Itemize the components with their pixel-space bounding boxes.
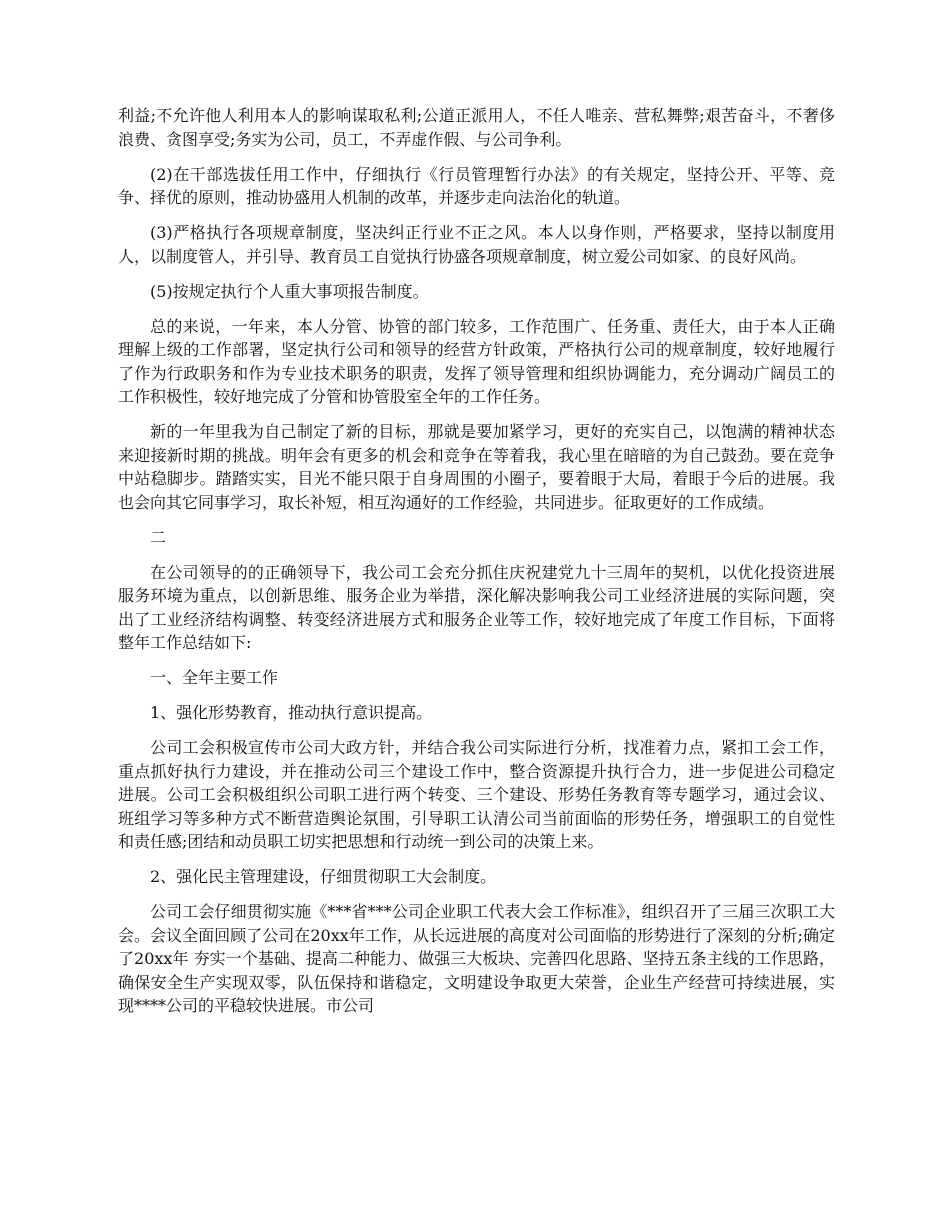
heading-main-work: 一、全年主要工作 [150,668,279,687]
section-heading-two: 二 [150,527,167,547]
paragraph-item-3: (3)严格执行各项规章制度，坚决纠正行业不正之风。本人以身作则，严格要求，坚持以制度用人，以制度管人，并引导、教育员工自觉执行协盛各项规章制度，树立爱公司如家、的良好风尚。 [118,223,835,266]
heading-point-1: 1、强化形势教育，推动执行意识提高。 [150,703,433,722]
paragraph-point-2-body: 公司工会仔细贯彻实施《***省***公司企业职工代表大会工作标准》，组织召开了三届三次职工大会。会议全面回顾了公司在20xx年工作，从长远进展的高度对公司面临的形势进行了深刻的分析;确定了20xx年 夯实一个基础、提高二种能力、做强三大板块、完善四化思路、坚持五条主线的工作思路，确保安全生产实现双零，队伍保持和谐稳定，文明建设争取更大荣誉，企业生产经营可持续进展，实现****公司的平稳较快进展。市公司 [118,902,835,1015]
paragraph-summary: 总的来说，一年来，本人分管、协管的部门较多，工作范围广、任务重、责任大，由于本人正确理解上级的工作部署，坚定执行公司和领导的经营方针政策，严格执行公司的规章制度，较好地履行了作为行政职务和作为专业技术职务的职责，发挥了领导管理和组织协调能力，充分调动广阔员工的工作积极性，较好地完成了分管和协管股室全年的工作任务。 [118,316,835,406]
document-body [118,104,835,1029]
paragraph-continuation: 利益;不允许他人利用本人的影响谋取私利;公道正派用人，不任人唯亲、营私舞弊;艰苦奋斗，不奢侈浪费、贪图享受;务实为公司，员工，不弄虚作假、与公司争利。 [118,106,835,149]
paragraph-union-intro: 在公司领导的的正确领导下，我公司工会充分抓住庆祝建党九十三周年的契机，以优化投资进展服务环境为重点，以创新思维、服务企业为举措，深化解决影响我公司工业经济进展的实际问题，突出了工业经济结构调整、转变经济进展方式和服务企业等工作，较好地完成了年度工作目标，下面将整年工作总结如下: [118,562,835,652]
paragraph-item-2: (2)在干部选拔任用工作中，仔细执行《行员管理暂行办法》的有关规定，坚持公开、平等、竞争、择优的原则，推动协盛用人机制的改革，并逐步走向法治化的轨道。 [118,164,835,207]
paragraph-point-1-body: 公司工会积极宣传市公司大政方针，并结合我公司实际进行分析，找准着力点，紧扣工会工作，重点抓好执行力建设，并在推动公司三个建设工作中，整合资源提升执行合力，进一步促进公司稳定进展。公司工会积极组织公司职工进行两个转变、三个建设、形势任务教育等专题学习，通过会议、班组学习等多种方式不断营造舆论氛围，引导职工认清公司当前面临的形势任务，增强职工的自觉性和责任感;团结和动员职工切实把思想和行动统一到公司的决策上来。 [118,738,835,851]
paragraph-new-year-goals: 新的一年里我为自己制定了新的目标，那就是要加紧学习，更好的充实自己，以饱满的精神状态来迎接新时期的挑战。明年会有更多的机会和竞争在等着我，我心里在暗暗的为自己鼓劲。要在竞争中站稳脚步。踏踏实实，目光不能只限于自身周围的小圈子，要着眼于大局，着眼于今后的进展。我也会向其它同事学习，取长补短，相互沟通好的工作经验，共同进步。征取更好的工作成绩。 [118,422,835,512]
heading-point-2: 2、强化民主管理建设，仔细贯彻职工大会制度。 [150,867,497,886]
paragraph-item-5: (5)按规定执行个人重大事项报告制度。 [150,281,429,301]
